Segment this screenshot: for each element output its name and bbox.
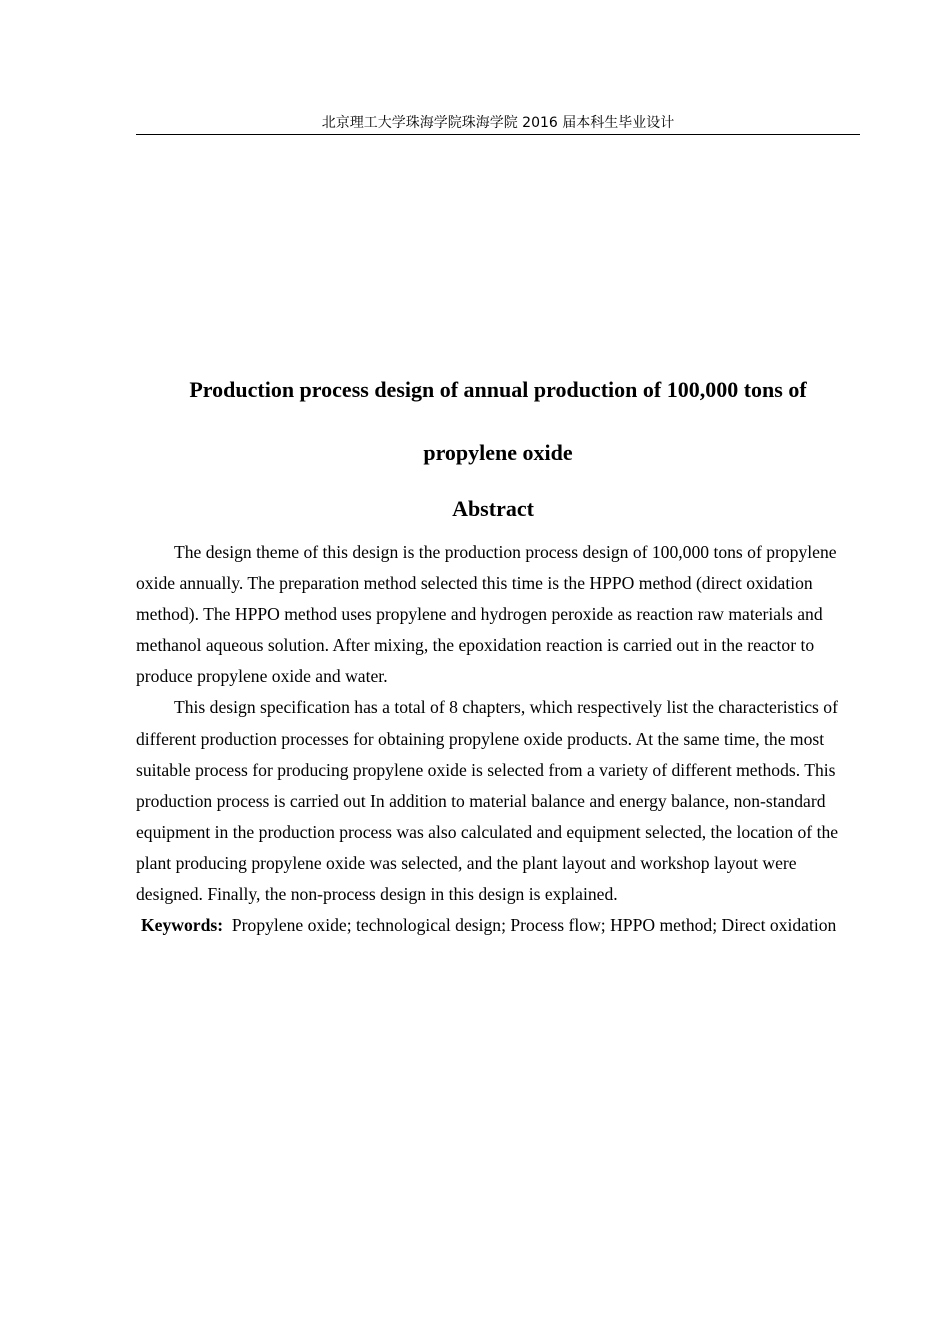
thesis-title-line-2: propylene oxide <box>423 440 573 465</box>
abstract-heading: Abstract <box>452 496 534 521</box>
keywords-label: Keywords: <box>141 915 224 936</box>
keywords-line <box>136 910 858 941</box>
page-header: 北京理工大学珠海学院珠海学院 2016 届本科生毕业设计 <box>136 113 860 135</box>
abstract-paragraph-1: The design theme of this design is the production process design of 100,000 tons of propylene oxide annually. The preparation method selected this time is the HPPO method (direct oxidation method). The HPPO method uses propylene and hydrogen peroxide as reaction raw materials and methanol aqueous solution. After mixing, the epoxidation reaction is carried out in the reactor to produce propylene oxide and water. <box>136 542 837 687</box>
keywords-list: Propylene oxide; technological design; Process flow; HPPO method; Direct oxidation <box>231 915 837 936</box>
abstract-paragraph-2: This design specification has a total of 8 chapters, which respectively list the characteristics of different production processes for obtaining propylene oxide products. At the same time, the most suitable process for producing propylene oxide is selected from a variety of different methods. This production process is carried out In addition to material balance and energy balance, non-standard equipment in the production process was also calculated and equipment selected, the location of the plant producing propylene oxide was selected, and the plant layout and workshop layout were designed. Finally, the non-process design in this design is explained. <box>136 697 839 905</box>
abstract-body <box>136 537 858 941</box>
thesis-title-line-1: Production process design of annual production of 100,000 tons of <box>189 377 807 402</box>
